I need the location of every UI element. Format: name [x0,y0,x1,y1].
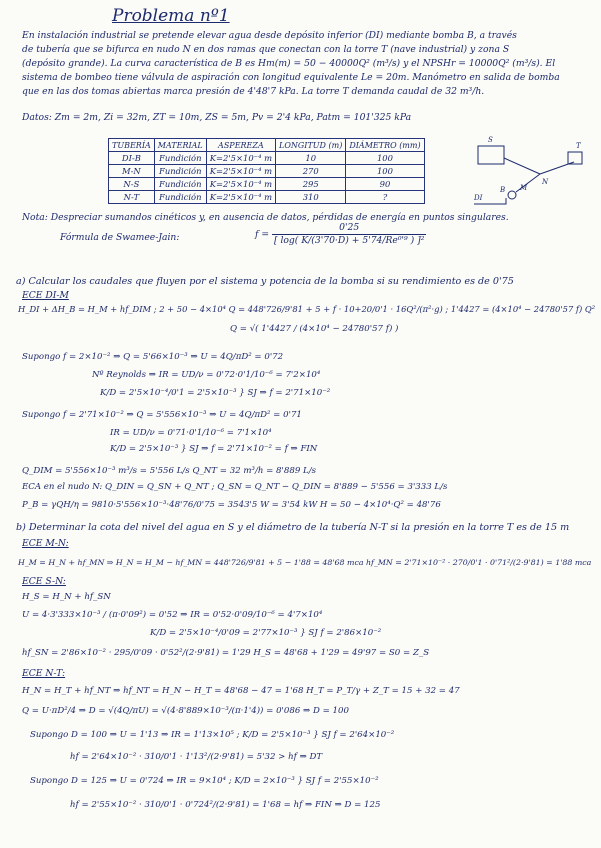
part-b-line-2: H_S = H_N + hf_SN [22,592,111,602]
sketch-label: M [520,184,528,192]
sketch-label: DI [474,194,483,202]
part-a-line-7: IR = UD/ν = 0'71·0'1/10⁻⁶ = 7'1×10⁴ [110,428,272,438]
part-a-line-2: Q = √( 1'4427 / (4×10⁴ − 24780'57 f) ) [230,324,399,334]
swamee-fraction [272,222,426,247]
intro-line-3: (depósito grande). La curva característica de B es Hm(m) = 50 − 40000Q² (m³/s) y el NPSHr = 10000Q² (m³/s). El [22,58,556,69]
part-a-heading: a) Calcular los caudales que fluyen por el sistema y potencia de la bomba si su rendimiento es de 0'75 [16,276,514,287]
part-a-line-8: K/D = 2'5×10⁻³ } SJ ⇒ f = 2'71×10⁻² = f ⇒ FIN [110,444,318,454]
intro-line-1: En instalación industrial se pretende elevar agua desde depósito inferior (DI) mediante bomba B, a través [22,30,517,41]
part-b-ece-sn: ECE S-N: [22,576,66,587]
table-cell: K=2'5×10⁻⁴ m [206,152,275,165]
table-cell: Fundición [154,152,206,165]
tower-t-shape [568,152,582,164]
part-b-line-4: K/D = 2'5×10⁻⁴/0'09 = 2'77×10⁻³ } SJ f = 2'86×10⁻² [150,628,382,638]
data-line: Datos: Zm = 2m, Zi = 32m, ZT = 10m, ZS = 5m, Pv = 2'4 kPa, Patm = 101'325 kPa [22,112,412,123]
table-cell: Fundición [154,165,206,178]
part-b-line-8: Supongo D = 100 ⇒ U = 1'13 ⇒ IR = 1'13×10⁵ ; K/D = 2'5×10⁻³ } SJ f = 2'64×10⁻² [30,730,395,740]
intro-line-2: de tubería que se bifurca en nudo N en dos ramas que conectan con la torre T (nave industrial) y zona S [22,44,510,55]
part-b-line-6: H_N = H_T + hf_NT ⇒ hf_NT = H_N − H_T = 48'68 − 47 = 1'68 H_T = P_T/γ + Z_T = 15 + 32 = 47 [22,686,460,696]
part-b-line-10: Supongo D = 125 ⇒ U = 0'724 ⇒ IR = 9×10⁴ ; K/D = 2×10⁻³ } SJ f = 2'55×10⁻² [30,776,379,786]
pipe-shape [504,158,540,174]
intro-line-5: que en las dos tomas abiertas marca presión de 4'48'7 kPa. La torre T demanda caudal de 32 m³/h. [22,86,485,97]
part-b-ece-nt: ECE N-T: [22,668,66,679]
part-a-line-3: Supongo f = 2×10⁻² ⇒ Q = 5'66×10⁻³ ⇒ U = 4Q/πD² = 0'72 [22,352,284,362]
table-cell: 100 [346,152,424,165]
table-cell: ? [346,191,424,204]
part-a-ece-dim: ECE DI-M [22,290,69,301]
part-b-line-3: U = 4·3'333×10⁻³ / (π·0'09²) = 0'52 ⇒ IR = 0'52·0'09/10⁻⁶ = 4'7×10⁴ [22,610,323,620]
swamee-denominator: [ log( K/(3'70·D) + 5'74/Re⁰'⁹ ) ]² [273,235,425,246]
table-cell: 100 [346,165,424,178]
sketch-label: N [542,178,549,186]
pump-shape [508,191,516,199]
table-header: TUBERÍA [109,139,155,152]
table-cell: M-N [109,165,155,178]
swamee-numerator: 0'25 [272,222,426,235]
table-header: ASPEREZA [206,139,275,152]
pipe-table [108,138,425,204]
table-cell: DI-B [109,152,155,165]
part-a-line-4: Nº Reynolds ⇒ IR = UD/ν = 0'72·0'1/10⁻⁶ = 7'2×10⁴ [92,370,321,380]
table-header: LONGITUD (m) [276,139,346,152]
table-cell: 295 [276,178,346,191]
part-b-line-7: Q = U·πD²/4 ⇒ D = √(4Q/πU) = √(4·8'889×10⁻³/(π·1'4)) = 0'086 ⇒ D = 100 [22,706,349,716]
part-b-heading: b) Determinar la cota del nivel del agua en S y el diámetro de la tubería N-T si la presión en la torre T es de 15 m [16,522,570,533]
table-header: MATERIAL [154,139,206,152]
table-cell: K=2'5×10⁻⁴ m [206,165,275,178]
sketch-label: B [500,186,506,194]
swamee-label: Fórmula de Swamee-Jain: [60,232,180,243]
part-a-line-11: P_B = γQH/η = 9810·5'556×10⁻³·48'76/0'75 = 3543'5 W = 3'54 kW H = 50 − 4×10⁴·Q² = 48'76 [22,500,441,510]
note-line: Nota: Despreciar sumandos cinéticos y, en ausencia de datos, pérdidas de energía en puntos singulares. [22,212,509,223]
table-cell: N-S [109,178,155,191]
table-row [109,152,425,165]
part-a-line-5: K/D = 2'5×10⁻⁴/0'1 = 2'5×10⁻³ } SJ ⇒ f = 2'71×10⁻² [100,388,331,398]
table-header: DIÁMETRO (mm) [346,139,424,152]
table-cell: 10 [276,152,346,165]
sketch-label: T [576,142,581,150]
part-b-ece-mn: ECE M-N: [22,538,69,549]
part-a-line-1: H_DI + ΔH_B = H_M + hf_DIM ; 2 + 50 − 4×10⁴ Q = 448'726/9'81 + 5 + f · 10+20/0'1 · 16Q²/(π²·g) ; 1'4427 = (4×10⁴ − 24780'57 f) Q² [18,304,596,314]
part-b-line-5: hf_SN = 2'86×10⁻² · 295/0'09 · 0'52²/(2·9'81) = 1'29 H_S = 48'68 + 1'29 = 49'97 = S0 = Z_S [22,648,430,658]
sketch-label: S [488,136,493,144]
part-b-line-1: H_M = H_N + hf_MN ⇒ H_N = H_M − hf_MN = 448'726/9'81 + 5 − 1'88 = 48'68 mca hf_MN = 2'71×10⁻² · 270/0'1 · 0'71²/(2·9'81) = 1'88 mca [18,558,592,567]
table-header-row [109,139,425,152]
table-cell: N-T [109,191,155,204]
table-cell: K=2'5×10⁻⁴ m [206,178,275,191]
table-row [109,191,425,204]
system-sketch [470,132,588,210]
part-a-line-6: Supongo f = 2'71×10⁻² ⇒ Q = 5'556×10⁻³ ⇒ U = 4Q/πD² = 0'71 [22,410,302,420]
swamee-formula [255,222,426,247]
intro-line-4: sistema de bombeo tiene válvula de aspiración con longitud equivalente Le = 20m. Manómetro en salida de bomba [22,72,560,83]
tank-s-shape [478,146,504,164]
part-b-line-11: hf = 2'55×10⁻² · 310/0'1 · 0'724²/(2·9'81) = 1'68 = hf ⇒ FIN ⇒ D = 125 [70,800,381,810]
table-cell: 270 [276,165,346,178]
table-cell: Fundición [154,191,206,204]
table-row [109,178,425,191]
page-title: Problema nº1 [112,6,230,26]
swamee-lhs: f = [255,229,270,240]
table-cell: K=2'5×10⁻⁴ m [206,191,275,204]
table-row [109,165,425,178]
part-a-line-9: Q_DIM = 5'556×10⁻³ m³/s = 5'556 L/s Q_NT = 32 m³/h = 8'889 L/s [22,466,317,476]
table-cell: 310 [276,191,346,204]
part-a-line-10: ECA en el nudo N: Q_DIN = Q_SN + Q_NT ; Q_SN = Q_NT − Q_DIN = 8'889 − 5'556 = 3'333 L/s [22,482,448,492]
table-cell: Fundición [154,178,206,191]
table-cell: 90 [346,178,424,191]
part-b-line-9: hf = 2'64×10⁻² · 310/0'1 · 1'13²/(2·9'81) = 5'32 > hf ⇒ DT [70,752,323,762]
